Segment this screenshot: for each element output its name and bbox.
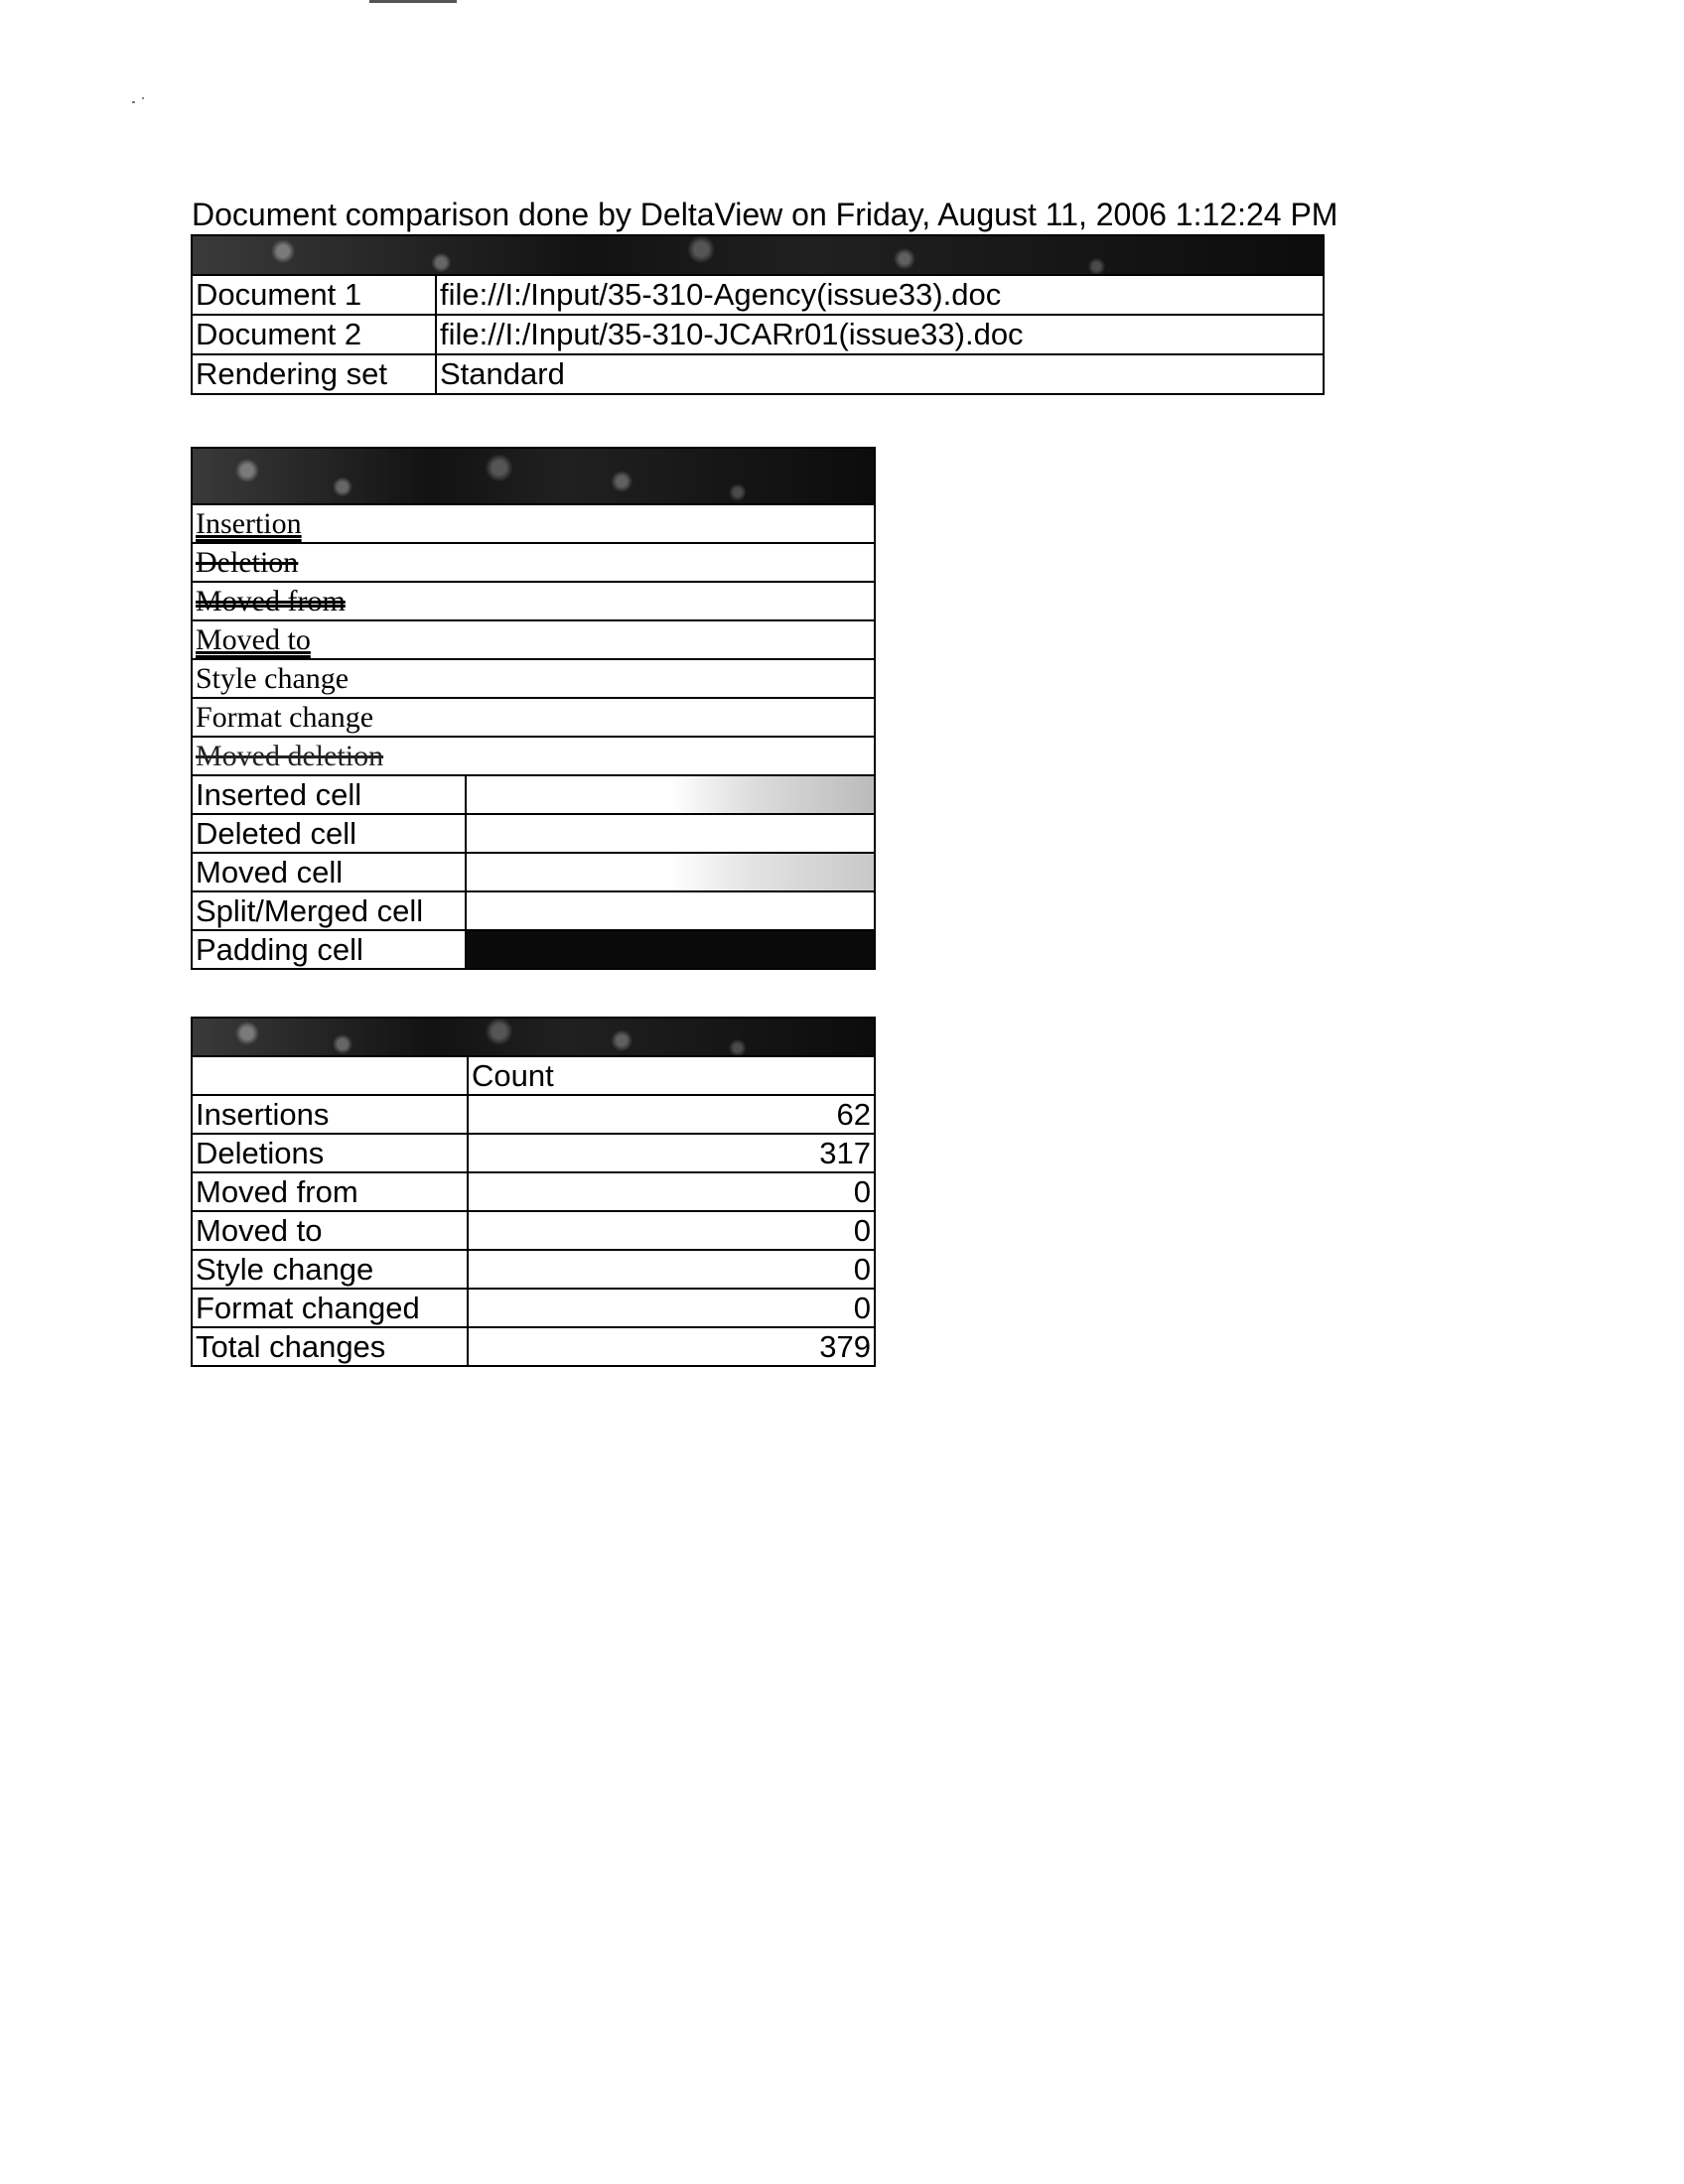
scan-speck (142, 97, 144, 99)
row-label: Rendering set (192, 354, 436, 394)
scan-speck (132, 101, 135, 103)
legend-moved-deletion: Moved deletion (196, 739, 384, 772)
table-row (192, 315, 1324, 354)
table-row (192, 1134, 875, 1172)
legend-insertion: Insertion (196, 506, 302, 540)
legend-row (192, 620, 875, 659)
legend-padding-cell: Padding cell (192, 930, 466, 969)
table-row (192, 1289, 875, 1327)
row-label: Document 2 (192, 315, 436, 354)
stat-count: 0 (468, 1250, 875, 1289)
legend-row (192, 504, 875, 543)
legend-style-change: Style change (196, 661, 350, 695)
row-value: file://I:/Input/35-310-Agency(issue33).doc (436, 275, 1324, 315)
page-title: Document comparison done by DeltaView on Friday, August 11, 2006 1:12:24 PM (192, 197, 1338, 232)
row-value: file://I:/Input/35-310-JCARr01(issue33).doc (436, 315, 1324, 354)
stat-count: 317 (468, 1134, 875, 1172)
stat-label: Moved to (192, 1211, 468, 1250)
legend-moved-to: Moved to (196, 622, 311, 656)
moved-cell-swatch (466, 853, 875, 891)
stat-count: 62 (468, 1095, 875, 1134)
legend-row (192, 853, 875, 891)
empty-header-cell (192, 1056, 468, 1095)
table-row (192, 1211, 875, 1250)
table-row (192, 1327, 875, 1366)
table-row (192, 354, 1324, 394)
legend-row (192, 698, 875, 737)
legend-row (192, 814, 875, 853)
table-row (192, 1172, 875, 1211)
stat-label: Total changes (192, 1327, 468, 1366)
legend-deletion: Deletion (196, 545, 299, 579)
legend-inserted-cell: Inserted cell (192, 775, 466, 814)
legend-split-merged-cell: Split/Merged cell (192, 891, 466, 930)
split-merged-cell-swatch (466, 891, 875, 930)
stat-count: 0 (468, 1289, 875, 1327)
stat-label: Insertions (192, 1095, 468, 1134)
legend-row (192, 891, 875, 930)
table-row (192, 275, 1324, 315)
count-column-header: Count (468, 1056, 875, 1095)
stat-count: 379 (468, 1327, 875, 1366)
legend-row (192, 775, 875, 814)
legend-row (192, 737, 875, 775)
legend-format-change: Format change (196, 700, 374, 734)
table-header-band (192, 235, 1324, 275)
scan-mark (369, 0, 457, 3)
legend-row (192, 543, 875, 582)
stat-label: Deletions (192, 1134, 468, 1172)
stat-label: Format changed (192, 1289, 468, 1327)
legend-row (192, 582, 875, 620)
stat-count: 0 (468, 1211, 875, 1250)
legend-moved-from: Moved from (196, 584, 346, 617)
stat-label: Style change (192, 1250, 468, 1289)
row-label: Document 1 (192, 275, 436, 315)
padding-cell-swatch (466, 930, 875, 969)
legend-row (192, 659, 875, 698)
inserted-cell-swatch (466, 775, 875, 814)
stat-count: 0 (468, 1172, 875, 1211)
legend-row (192, 930, 875, 969)
row-value: Standard (436, 354, 1324, 394)
table-header-band (192, 1018, 875, 1056)
table-row (192, 1250, 875, 1289)
table-row (192, 1095, 875, 1134)
legend-moved-cell: Moved cell (192, 853, 466, 891)
table-header-band (192, 448, 875, 504)
document-info-table (191, 234, 1325, 395)
legend-deleted-cell: Deleted cell (192, 814, 466, 853)
table-header-row (192, 1056, 875, 1095)
stat-label: Moved from (192, 1172, 468, 1211)
statistics-table (191, 1017, 876, 1367)
deleted-cell-swatch (466, 814, 875, 853)
legend-table (191, 447, 876, 970)
